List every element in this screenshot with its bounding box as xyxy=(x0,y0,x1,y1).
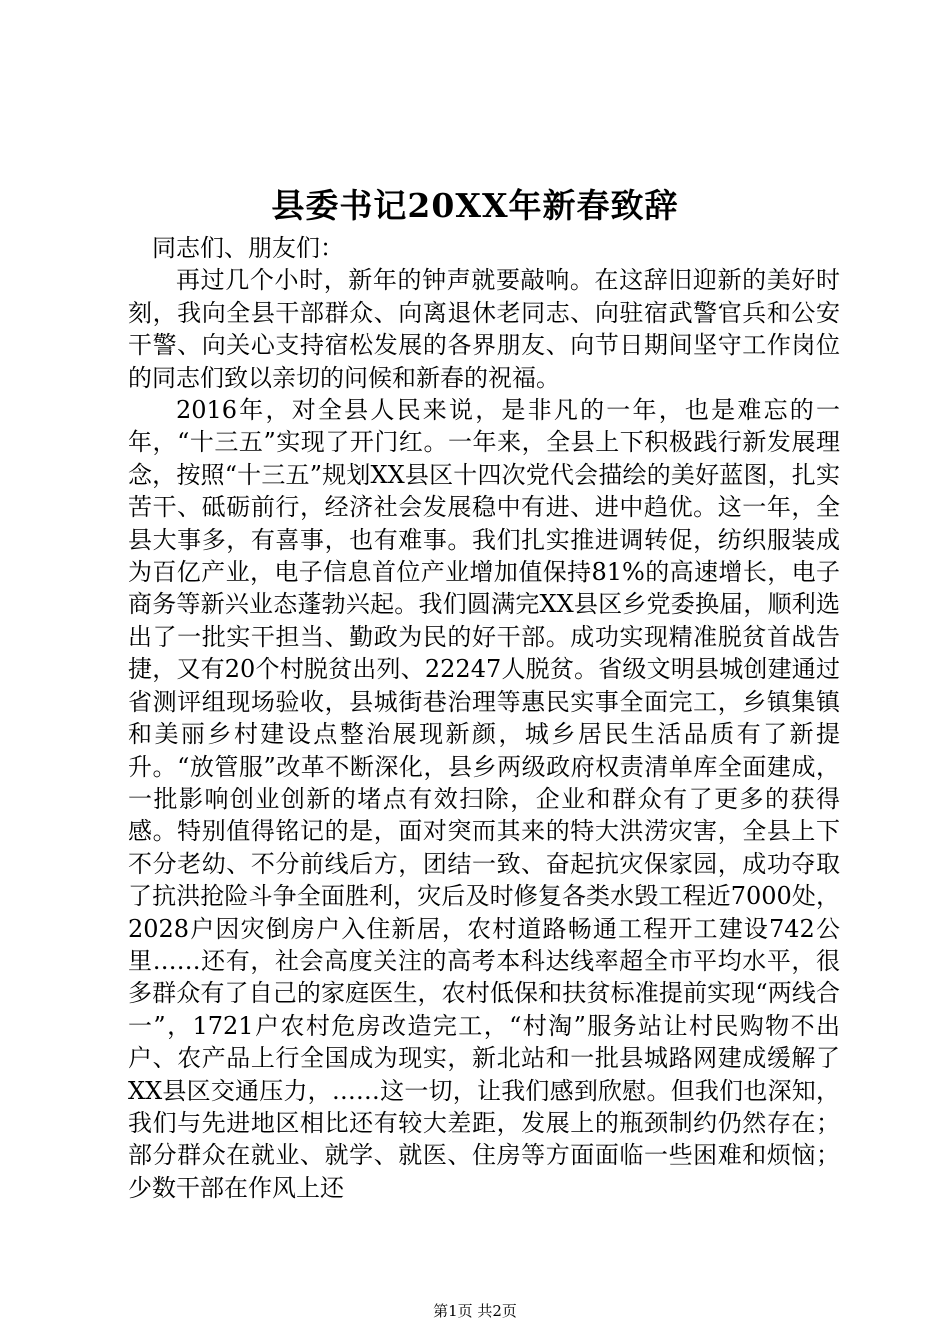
salutation: 同志们、朋友们： xyxy=(152,234,344,262)
paragraph-2: 2016年，对全县人民来说，是非凡的一年，也是难忘的一年，“十三五”实现了开门红。一年来，全县上下积极践行新发展理念，按照“十三五”规划XX县区十四次党代会描绘的美好蓝图，扎实苦干、砥砺前行，经济社会发展稳中有进、进中趋优。这一年，全县大事多，有喜事，也有难事。我们扎实推进调转促，纺织服装成为百亿产业，电子信息首位产业增加值保持81%的高速增长，电子商务等新兴业态蓬勃兴起。我们圆满完XX县区乡党委换届，顺利选出了一批实干担当、勤政为民的好干部。成功实现精准脱贫首战告捷，又有20个村脱贫出列、22247人脱贫。省级文明县城创建通过省测评组现场验收，县城街巷治理等惠民实事全面完工，乡镇集镇和美丽乡村建设点整治展现新颜，城乡居民生活品质有了新提升。“放管服”改革不断深化，县乡两级政府权责清单库全面建成，一批影响创业创新的堵点有效扫除，企业和群众有了更多的获得感。特别值得铭记的是，面对突而其来的特大洪涝灾害，全县上下不分老幼、不分前线后方，团结一致、奋起抗灾保家园，成功夺取了抗洪抢险斗争全面胜利，灾后及时修复各类水毁工程近7000处，2028户因灾倒房户入住新居，农村道路畅通工程开工建设742公里……还有，社会高度关注的高考本科达线率超全市平均水平，很多群众有了自己的家庭医生，农村低保和扶贫标准提前实现“两线合一”，1721户农村危房改造完工，“村淘”服务站让村民购物不出户、农产品上行全国成为现实，新北站和一批县城路网建成缓解了XX县区交通压力，……这一切，让我们感到欣慰。但我们也深知，我们与先进地区相比还有较大差距，发展上的瓶颈制约仍然存在；部分群众在就业、就学、就医、住房等方面面临一些困难和烦恼；少数干部在作风上还 xyxy=(128,396,840,1202)
page-number-footer: 第1页 共2页 xyxy=(433,1302,517,1320)
paragraph-1: 再过几个小时，新年的钟声就要敲响。在这辞旧迎新的美好时刻，我向全县干部群众、向离退休老同志、向驻宿武警官兵和公安干警、向关心支持宿松发展的各界朋友、向节日期间坚守工作岗位的同志们致以亲切的问候和新春的祝福。 xyxy=(128,266,840,392)
document-body xyxy=(128,232,840,1204)
document-title: 县委书记20XX年新春致辞 xyxy=(271,186,679,225)
